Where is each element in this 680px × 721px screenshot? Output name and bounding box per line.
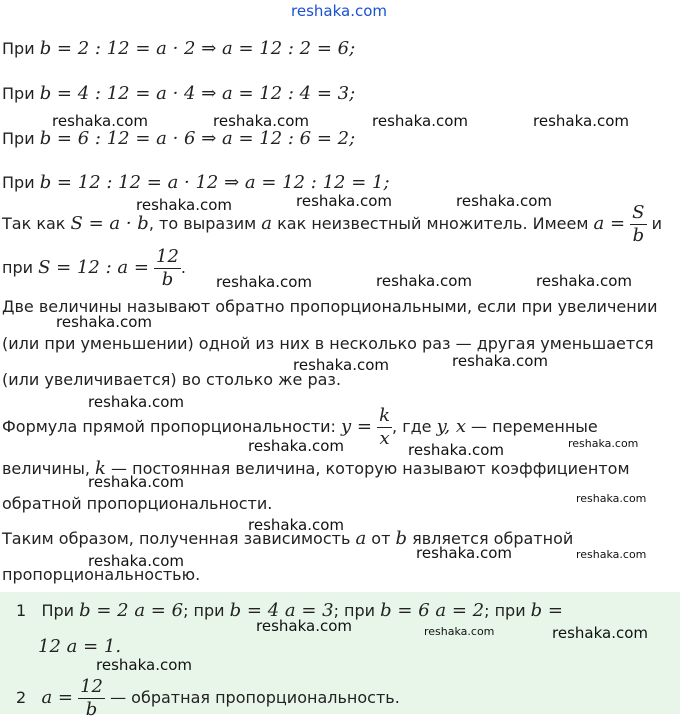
watermark-small: reshaka.com — [576, 548, 647, 561]
watermark: reshaka.com — [256, 617, 352, 635]
text: При — [41, 601, 80, 620]
fraction-denominator: b — [161, 269, 174, 290]
watermark: reshaka.com — [293, 356, 389, 374]
fraction — [630, 202, 646, 247]
text: от — [366, 529, 396, 548]
fraction-numerator: 12 — [80, 676, 103, 697]
watermark: reshaka.com — [376, 272, 472, 290]
watermark-small: reshaka.com — [568, 437, 639, 450]
math: b = 4 a = 3 — [229, 600, 334, 621]
text: ; при — [484, 601, 531, 620]
math: 12 a = 1. — [38, 636, 122, 657]
math: a = — [593, 213, 626, 234]
text: — постоянная величина, которую называют коэффициентом — [105, 459, 630, 478]
math: b = 2 a = 6 — [79, 600, 184, 621]
watermark: reshaka.com — [56, 313, 152, 331]
text: — переменные — [465, 417, 598, 436]
watermark: reshaka.com — [136, 196, 232, 214]
watermark: reshaka.com — [533, 112, 629, 130]
text: при — [2, 258, 39, 277]
watermark: reshaka.com — [296, 192, 392, 210]
pri-label: При — [2, 129, 35, 148]
watermark: reshaka.com — [88, 552, 184, 570]
answer-number: 1 — [16, 601, 27, 620]
watermark-top: reshaka.com — [291, 2, 387, 20]
fraction-numerator: k — [379, 405, 391, 426]
text: является обратной — [407, 529, 574, 548]
math-expression: b = 6 : 12 = a · 6 ⇒ a = 12 : 6 = 2; — [39, 128, 356, 149]
answer-item-2 — [16, 676, 400, 721]
text: Таким образом, полученная зависимость — [2, 529, 356, 548]
fraction-denominator: x — [379, 428, 390, 449]
text: как неизвестный множитель. Имеем — [272, 214, 594, 233]
math: b — [395, 528, 408, 549]
fraction — [78, 676, 105, 721]
watermark: reshaka.com — [88, 393, 184, 411]
math: a — [261, 213, 273, 234]
text: Формула прямой пропорциональности: — [2, 417, 342, 436]
fraction-denominator: b — [632, 225, 645, 246]
math: y = — [341, 416, 372, 437]
watermark: reshaka.com — [456, 192, 552, 210]
watermark-small: reshaka.com — [576, 492, 647, 505]
fraction — [154, 246, 181, 291]
watermark: reshaka.com — [88, 473, 184, 491]
answer-number: 2 — [16, 688, 27, 707]
text: — обратная пропорциональность. — [105, 688, 400, 707]
math-expression: b = 4 : 12 = a · 4 ⇒ a = 12 : 4 = 3; — [39, 83, 356, 104]
math: a = — [41, 687, 73, 708]
pri-label: При — [2, 39, 35, 58]
fraction-numerator: 12 — [156, 246, 179, 267]
line-b6 — [2, 128, 355, 150]
watermark: reshaka.com — [372, 112, 468, 130]
math: y, x — [436, 416, 466, 437]
text: . — [180, 258, 187, 277]
watermark: reshaka.com — [52, 112, 148, 130]
math: b = 6 a = 2 — [380, 600, 485, 621]
line-pri-s — [2, 246, 186, 291]
watermark: reshaka.com — [552, 624, 648, 642]
math: a — [355, 528, 367, 549]
line-prop: пропорциональностью. — [2, 565, 201, 584]
math-expression: b = 12 : 12 = a · 12 ⇒ a = 12 : 12 = 1; — [39, 172, 390, 193]
line-b12 — [2, 172, 390, 194]
text: Так как — [2, 214, 71, 233]
definition-line-1: Две величины называют обратно пропорциональными, если при увеличении — [2, 297, 658, 316]
math: k — [95, 458, 106, 479]
fraction-numerator: S — [632, 202, 645, 223]
math: b = — [530, 600, 563, 621]
text: , где — [392, 417, 437, 436]
text: и — [646, 214, 662, 233]
definition-line-3: (или увеличивается) во столько же раз. — [2, 370, 342, 389]
watermark: reshaka.com — [96, 656, 192, 674]
watermark: reshaka.com — [248, 437, 344, 455]
watermark: reshaka.com — [452, 352, 548, 370]
watermark: reshaka.com — [213, 112, 309, 130]
line-obratnoy: обратной пропорциональности. — [2, 494, 273, 513]
text: ; при — [333, 601, 381, 620]
line-b4 — [2, 83, 355, 105]
text: , то выразим — [148, 214, 262, 233]
pri-label: При — [2, 173, 35, 192]
watermark: reshaka.com — [408, 441, 504, 459]
answer-item-1-cont — [38, 636, 121, 658]
watermark: reshaka.com — [216, 273, 312, 291]
watermark: reshaka.com — [248, 516, 344, 534]
watermark: reshaka.com — [416, 544, 512, 562]
math-expression: b = 2 : 12 = a · 2 ⇒ a = 12 : 2 = 6; — [39, 38, 356, 59]
text: ; при — [183, 601, 230, 620]
text: величины, — [2, 459, 96, 478]
watermark-small: reshaka.com — [424, 625, 495, 638]
line-b2 — [2, 38, 355, 60]
math: S = a · b — [70, 213, 149, 234]
math: S = 12 : a = — [38, 257, 149, 278]
fraction — [377, 405, 392, 450]
definition-line-2: (или при уменьшении) одной из них в несколько раз — другая уменьшается — [2, 334, 654, 353]
pri-label: При — [2, 84, 35, 103]
fraction-denominator: b — [85, 699, 98, 720]
watermark: reshaka.com — [536, 272, 632, 290]
